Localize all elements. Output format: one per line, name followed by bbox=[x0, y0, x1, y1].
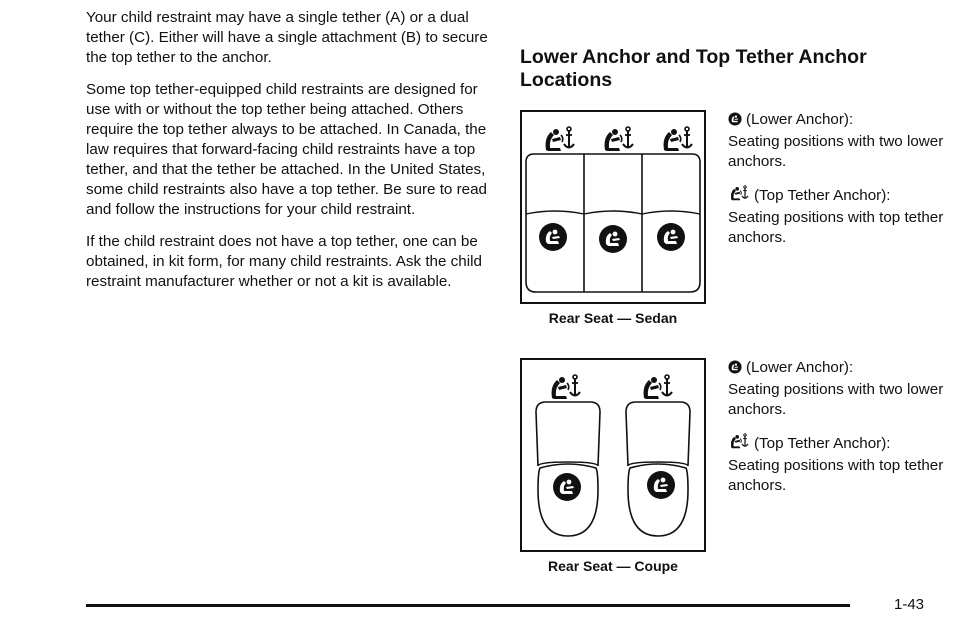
coupe-seat-diagram bbox=[520, 358, 706, 552]
lower-anchor-description: Seating positions with two lower anchors. bbox=[728, 381, 944, 418]
paragraph-tether-kit: If the child restraint does not have a top tether, one can be obtained, in kit form, for many child restraints. Ask the child restraint manufacturer whether or not a kit is available. bbox=[86, 233, 482, 290]
coupe-legend bbox=[728, 358, 948, 496]
section-heading: Lower Anchor and Top Tether Anchor Locations bbox=[520, 46, 867, 91]
top-tether-anchor-icon bbox=[552, 375, 580, 399]
top-tether-description: Seating positions with top tether anchors. bbox=[728, 457, 944, 494]
lower-anchor-label: (Lower Anchor): bbox=[746, 111, 854, 128]
lower-anchor-label: (Lower Anchor): bbox=[746, 359, 854, 376]
lower-anchor-description: Seating positions with two lower anchors. bbox=[728, 133, 944, 170]
paragraph-tether-types: Your child restraint may have a single tether (A) or a dual tether (C). Either will have a single attachment (B) to secure the top tether to the anchor. bbox=[86, 9, 488, 66]
top-tether-label: (Top Tether Anchor): bbox=[754, 187, 891, 204]
paragraph-tether-requirements: Some top tether-equipped child restraints are designed for use with or without the top tether being attached. Others require the top tether always to be attached. In Canada, the law requires that forward-facing child restraints have a top tether, and that the tether be attached. In the United States, some child restraints also have a top tether. Be sure to read and follow the instructions for your child restraint. bbox=[86, 81, 487, 218]
lower-anchor-icon bbox=[728, 360, 742, 380]
lower-anchor-icon bbox=[599, 225, 627, 253]
top-tether-description: Seating positions with top tether anchors. bbox=[728, 209, 944, 246]
lower-anchor-icon bbox=[647, 471, 675, 499]
lower-anchor-icon bbox=[539, 223, 567, 251]
sedan-legend bbox=[728, 110, 948, 248]
top-tether-anchor-icon bbox=[644, 375, 672, 399]
page-number: 1-43 bbox=[894, 596, 925, 613]
lower-anchor-icon bbox=[657, 223, 685, 251]
top-tether-anchor-icon bbox=[605, 127, 633, 151]
coupe-caption: Rear Seat — Coupe bbox=[548, 558, 678, 574]
footer-rule bbox=[86, 604, 850, 607]
sedan-seat-diagram bbox=[520, 110, 706, 304]
lower-anchor-icon bbox=[728, 112, 742, 132]
top-tether-anchor-icon bbox=[546, 127, 574, 151]
top-tether-anchor-icon bbox=[664, 127, 692, 151]
lower-anchor-icon bbox=[553, 473, 581, 501]
top-tether-anchor-icon bbox=[728, 432, 750, 456]
left-column bbox=[86, 8, 494, 304]
top-tether-anchor-icon bbox=[728, 184, 750, 208]
sedan-caption: Rear Seat — Sedan bbox=[548, 310, 678, 326]
top-tether-label: (Top Tether Anchor): bbox=[754, 435, 891, 452]
